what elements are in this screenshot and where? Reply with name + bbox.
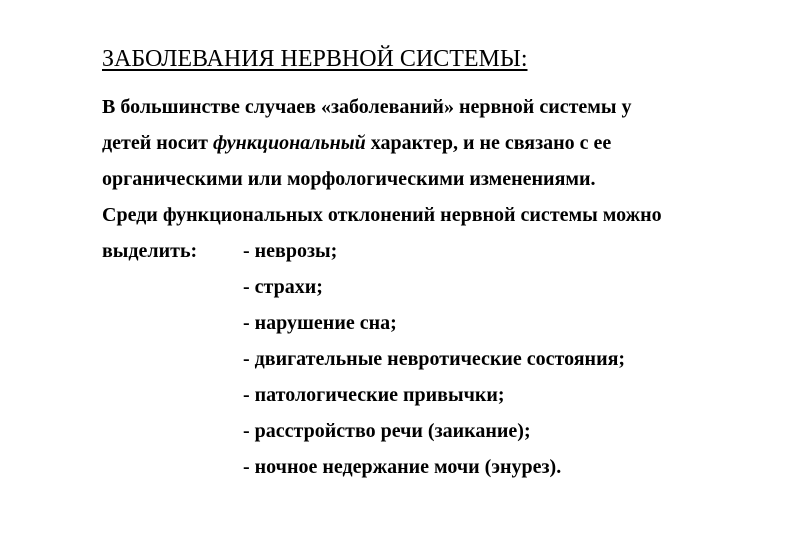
list-item [102, 413, 792, 449]
list-item-text: - патологические привычки; [243, 384, 505, 406]
paragraph-line-2-prefix: детей носит [102, 132, 213, 154]
list-item [102, 341, 792, 377]
emphasis-functional: функциональный [212, 132, 366, 154]
body-text [102, 89, 792, 485]
list-item-text: - ночное недержание мочи (энурез). [243, 456, 562, 478]
paragraph-line-3: органическими или морфологическими изменениями. [102, 168, 596, 190]
list-item-text: - двигательные невротические состояния; [243, 348, 626, 370]
list-item [102, 449, 792, 485]
list-item [102, 377, 792, 413]
paragraph-line-2 [102, 125, 792, 161]
list-item [102, 269, 792, 305]
list-item-text: - страхи; [243, 276, 323, 298]
paragraph-line-4: Среди функциональных отклонений нервной системы можно [102, 204, 662, 226]
list-item [102, 233, 792, 269]
list-lead-word: выделить: [102, 240, 198, 262]
list-item-text: - нарушение сна; [243, 312, 397, 334]
list-item-text: - расстройство речи (заикание); [243, 420, 531, 442]
list-item [102, 305, 792, 341]
paragraph-line-1: В большинстве случаев «заболеваний» нервной системы у [102, 96, 632, 118]
page-title: ЗАБОЛЕВАНИЯ НЕРВНОЙ СИСТЕМЫ: [102, 46, 528, 72]
list-item-text: - неврозы; [243, 240, 338, 262]
paragraph-line-2-suffix: характер, и не связано с ее [365, 132, 612, 154]
